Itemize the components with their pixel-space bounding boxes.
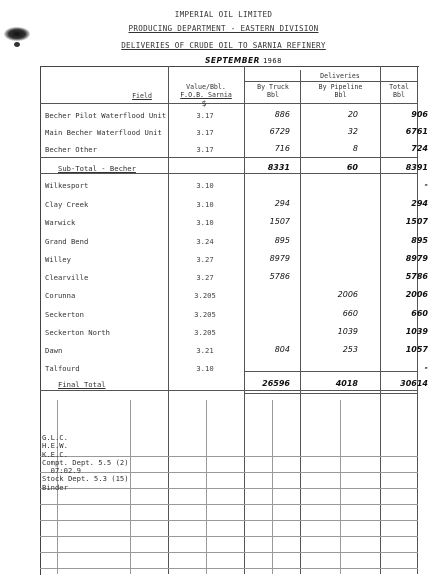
grid-line	[206, 400, 207, 574]
row-total: 2006	[405, 290, 428, 299]
row-field-name: Corunna	[45, 291, 76, 300]
row-price: 3.205	[194, 291, 216, 300]
row-pipeline: 253	[342, 345, 358, 354]
row-field-name: Becher Other	[45, 145, 97, 154]
row-total: 724	[411, 144, 428, 153]
row-price: 3.17	[196, 111, 214, 120]
final-bottom-line	[40, 390, 418, 391]
row-pipeline: 8	[352, 144, 358, 153]
row-pipeline: 2006	[337, 290, 358, 299]
row-pipeline: 4018	[335, 379, 358, 388]
row-total: 8979	[405, 254, 428, 263]
row-price: 3.10	[196, 364, 214, 373]
row-field-name: Becher Pilot Waterflood Unit	[45, 111, 167, 120]
row-pipeline: 20	[347, 110, 358, 119]
row-truck: 1507	[269, 217, 290, 226]
row-price: 3.17	[196, 128, 214, 137]
row-field-name: Talfourd	[45, 364, 80, 373]
row-price: 3.17	[196, 145, 214, 154]
row-field-name: Grand Bend	[45, 237, 89, 246]
row-total: 895	[411, 236, 428, 245]
header-bottom-line	[40, 103, 418, 104]
row-total: 660	[411, 309, 428, 318]
divider-truck	[244, 66, 245, 574]
report-month: SEPTEMBER 1968	[205, 56, 282, 65]
grid-line	[130, 400, 131, 574]
grid-row	[40, 504, 418, 505]
distribution-notes: G.L.C. H.E.W. K.E.C. Compt. Dept. 5.5 (2) 07:02.9 Stock Dept. 5.3 (15) Binder	[42, 433, 129, 492]
column-header-deliveries: Deliveries	[320, 72, 360, 80]
row-truck: 26596	[262, 379, 290, 388]
divider-value	[168, 66, 169, 574]
row-field-name: Main Becher Waterflood Unit	[45, 128, 162, 137]
row-truck: 8331	[267, 163, 290, 172]
column-header-truck: By Truck Bbl	[257, 83, 289, 99]
row-total: 906	[411, 110, 428, 119]
table-frame	[40, 66, 419, 575]
company-name: IMPERIAL OIL LIMITED	[174, 10, 273, 19]
row-total: 6761	[405, 127, 428, 136]
final-double-line	[245, 393, 417, 394]
row-truck: 895	[274, 236, 290, 245]
deliveries-underline	[245, 81, 417, 82]
row-total: -	[424, 180, 428, 189]
row-total: 1039	[405, 327, 428, 336]
row-total: 294	[411, 199, 428, 208]
row-field-name: Warwick	[45, 218, 76, 227]
row-pipeline: 60	[346, 163, 358, 172]
department-title: PRODUCING DEPARTMENT - EASTERN DIVISION	[128, 24, 319, 33]
row-price: 3.10	[196, 200, 214, 209]
row-truck: 8979	[269, 254, 290, 263]
grid-row	[40, 520, 418, 521]
row-pipeline: 660	[342, 309, 358, 318]
row-total: -	[424, 363, 428, 372]
row-truck: 5786	[269, 272, 290, 281]
dollar-sign: $	[201, 99, 207, 108]
row-total: 5786	[405, 272, 428, 281]
report-subject: DELIVERIES OF CRUDE OIL TO SARNIA REFINERY	[121, 41, 326, 50]
row-price: 3.27	[196, 273, 214, 282]
row-field-name: Willey	[45, 255, 71, 264]
row-price: 3.10	[196, 218, 214, 227]
row-total: 8391	[405, 163, 428, 172]
row-field-name: Final Total	[58, 380, 106, 389]
column-header-field: Field	[132, 92, 152, 100]
subtotal-top-line	[40, 157, 418, 158]
row-field-name: Clearville	[45, 273, 89, 282]
row-price: 3.24	[196, 237, 214, 246]
row-field-name: Seckerton North	[45, 328, 110, 337]
grid-row	[40, 552, 418, 553]
row-field-name: Dawn	[45, 346, 63, 355]
row-total: 30614	[400, 379, 428, 388]
row-price: 3.27	[196, 255, 214, 264]
row-price: 3.205	[194, 310, 216, 319]
divider-total	[380, 66, 381, 574]
row-truck: 804	[274, 345, 290, 354]
row-price: 3.10	[196, 181, 214, 190]
row-truck: 6729	[269, 127, 290, 136]
row-price: 3.205	[194, 328, 216, 337]
row-field-name: Wilkesport	[45, 181, 89, 190]
divider-right	[417, 66, 418, 574]
grid-line	[340, 400, 341, 574]
column-header-total: Total Bbl	[389, 83, 409, 99]
divider-pipeline	[300, 70, 301, 574]
column-header-value: Value/Bbl. F.O.B. Sarnia	[180, 83, 232, 99]
grid-row	[40, 568, 418, 569]
subtotal-bottom-line	[40, 173, 418, 174]
row-price: 3.21	[196, 346, 214, 355]
row-pipeline: 32	[347, 127, 358, 136]
row-truck: 716	[274, 144, 290, 153]
row-total: 1507	[405, 217, 428, 226]
row-total: 1057	[405, 345, 428, 354]
grid-line	[272, 400, 273, 574]
row-field-name: Clay Creek	[45, 200, 89, 209]
row-truck: 294	[274, 199, 290, 208]
row-truck: 886	[274, 110, 290, 119]
column-header-pipeline: By Pipeline Bbl	[318, 83, 363, 99]
row-field-name: Sub-Total - Becher	[58, 164, 136, 173]
row-pipeline: 1039	[337, 327, 358, 336]
grid-row	[40, 536, 418, 537]
row-field-name: Seckerton	[45, 310, 84, 319]
